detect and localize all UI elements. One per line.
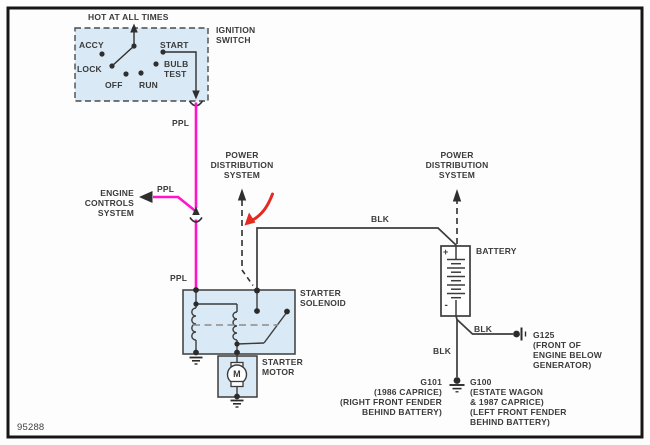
motor-m-label: M xyxy=(233,369,241,379)
label-line: (RIGHT FRONT FENDER xyxy=(339,397,442,407)
wire-label-ppl-branch: PPL xyxy=(157,184,175,194)
label-line: G101 xyxy=(420,377,442,387)
power-dist-right-arrow xyxy=(453,189,461,244)
power-distribution-right-label xyxy=(419,150,495,180)
label-line: POWER xyxy=(440,150,474,160)
label-line: ENGINE BELOW xyxy=(533,350,602,360)
label-line: BEHIND BATTERY) xyxy=(470,417,550,427)
wire-label-blk-top: BLK xyxy=(371,214,390,224)
label-line: SYSTEM xyxy=(438,170,476,180)
label-line: ENGINE xyxy=(100,188,134,198)
label-line: G125 xyxy=(533,330,555,340)
g125-label xyxy=(533,330,602,370)
label-line: CONTROLS xyxy=(84,198,134,208)
figure-number: 95288 xyxy=(17,422,45,433)
label-line: (1986 CAPRICE) xyxy=(374,387,442,397)
label-line: SWITCH xyxy=(216,35,251,45)
label-line: (ESTATE WAGON xyxy=(470,387,544,397)
power-distribution-left-label xyxy=(204,150,280,180)
g125-ground-icon xyxy=(513,328,525,341)
label-line: SYSTEM xyxy=(223,170,261,180)
label-line: G100 xyxy=(470,377,492,387)
switch-position-accy: ACCY xyxy=(79,40,104,50)
label-line: STARTER xyxy=(300,288,341,298)
wire-label-ppl-top: PPL xyxy=(172,118,190,128)
label-line: MOTOR xyxy=(262,367,295,377)
motor-ground-icon xyxy=(231,401,244,408)
switch-position-off: OFF xyxy=(105,80,123,90)
g101-label xyxy=(328,377,442,417)
starter-motor-label xyxy=(262,357,303,377)
starter-solenoid-label xyxy=(300,288,346,308)
label-line: TEST xyxy=(164,69,187,79)
switch-position-bulb-test xyxy=(164,59,188,79)
label-line: DISTRIBUTION xyxy=(425,160,489,170)
label-line: STARTER xyxy=(262,357,303,367)
label-line: IGNITION xyxy=(216,25,256,35)
switch-position-lock: LOCK xyxy=(77,64,102,74)
label-line: BEHIND BATTERY) xyxy=(362,407,442,417)
label-line: SYSTEM xyxy=(97,208,134,218)
battery-label: BATTERY xyxy=(476,246,517,256)
blk-wire-battery-feed xyxy=(257,228,457,290)
label-line: DISTRIBUTION xyxy=(210,160,274,170)
hot-at-all-times-label: HOT AT ALL TIMES xyxy=(88,12,169,22)
power-dist-left-arrow xyxy=(238,189,253,286)
solenoid-ground-icon xyxy=(190,358,203,365)
red-annotation-arrow-icon xyxy=(245,194,273,226)
wire-label-ppl-bottom: PPL xyxy=(170,273,188,283)
wire-label-blk-right: BLK xyxy=(474,324,493,334)
g100-g101-ground-icon xyxy=(450,377,465,392)
engine-controls-arrow-icon xyxy=(139,191,153,203)
g100-label xyxy=(470,377,567,427)
engine-controls-system-label xyxy=(76,188,134,218)
label-line: SOLENOID xyxy=(300,298,346,308)
battery-minus-label: - xyxy=(444,300,449,311)
switch-position-start: START xyxy=(160,40,189,50)
ppl-wire xyxy=(153,103,196,291)
label-line: (FRONT OF xyxy=(533,340,582,350)
wire-label-blk-down: BLK xyxy=(433,346,452,356)
label-line: GENERATOR) xyxy=(533,360,592,370)
label-line: & 1987 CAPRICE) xyxy=(470,397,544,407)
label-line: (LEFT FRONT FENDER xyxy=(470,407,567,417)
switch-position-run: RUN xyxy=(139,80,159,90)
battery-plus-label: + xyxy=(443,247,449,257)
label-line: BULB xyxy=(164,59,189,69)
label-line: POWER xyxy=(225,150,259,160)
ignition-switch-label xyxy=(216,25,255,45)
